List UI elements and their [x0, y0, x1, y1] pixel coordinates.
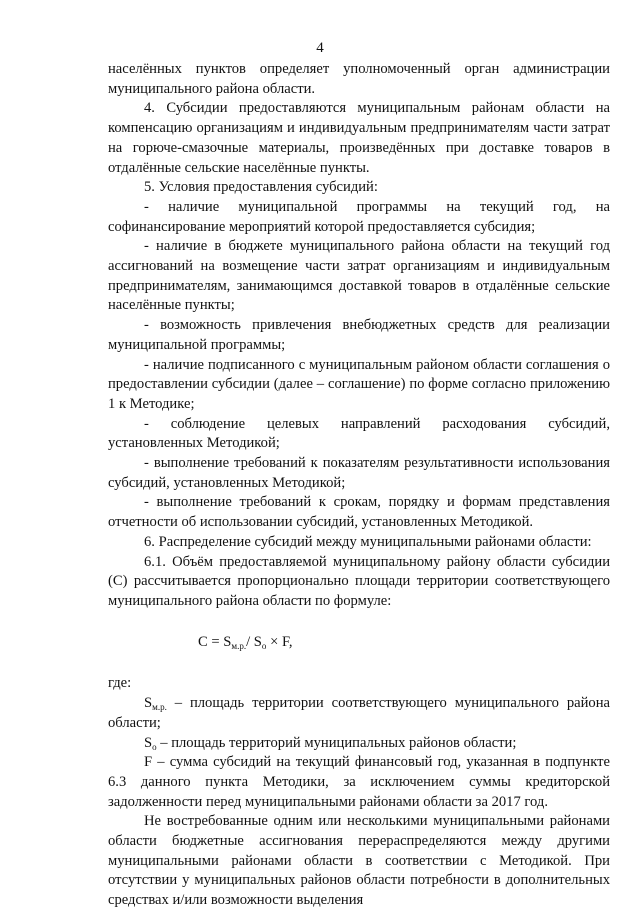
list-item: - выполнение требований к срокам, порядку и формам представления отчетности об использовании субсидий, установленных Методикой. — [108, 494, 610, 531]
definition-sub: о — [152, 741, 157, 752]
definition — [108, 694, 610, 733]
list-item: - наличие муниципальной программы на текущий год, на софинансирование мероприятий которой предоставляется субсидия; — [108, 198, 610, 235]
definition-symbol: S — [144, 695, 153, 712]
definition-text: – площадь территории соответствующего муниципального района области; — [108, 695, 610, 731]
paragraph: Не востребованные одним или несколькими муниципальными районами области бюджетные ассигнования перераспределяются между другими муниципальными районами области в соответствии с Методикой. При отсутствии у муниципальных районов области потребности в дополнительных средствах и/или возможности выделения — [108, 813, 610, 909]
definition — [108, 734, 610, 754]
definition-sub: м.р. — [152, 702, 167, 713]
formula-sub: о — [261, 640, 267, 651]
paragraph: населённых пунктов определяет уполномоченный орган администрации муниципального района области. — [108, 61, 610, 97]
formula-rhs: × F, — [266, 633, 293, 650]
paragraph: 6. Распределение субсидий между муниципальными районами области: — [144, 533, 592, 550]
list-item: - возможность привлечения внебюджетных средств для реализации муниципальной программы; — [108, 317, 610, 353]
formula-sub: м.р. — [231, 640, 247, 651]
paragraph: 5. Условия предоставления субсидий: — [144, 179, 378, 196]
formula-lhs: С = S — [198, 633, 232, 650]
list-item: - соблюдение целевых направлений расходования субсидий, установленных Методикой; — [108, 415, 610, 452]
page-number: 4 — [316, 40, 324, 56]
definition — [108, 753, 610, 812]
formula — [108, 633, 610, 653]
document-body — [108, 60, 610, 911]
list-item: - наличие подписанного с муниципальным районом области соглашения о предоставлении субсидии (далее – соглашение) по форме согласно приложению 1 к Методике; — [108, 356, 610, 412]
definition-symbol: F — [144, 754, 153, 771]
list-item: - выполнение требований к показателям результативности использования субсидий, установленных Методикой; — [108, 455, 610, 491]
definition-symbol: S — [144, 734, 153, 751]
paragraph: 4. Субсидии предоставляются муниципальным районам области на компенсацию организациям и индивидуальным предпринимателям части затрат на горюче-смазочные материалы, произведённых при доставке товаров в отдалённые сельские населённые пункты. — [108, 100, 610, 176]
paragraph: 6.1. Объём предоставляемой муниципальному району области субсидии (С) рассчитывается пропорционально площади территории соответствующего муниципального района области по формуле: — [108, 553, 610, 609]
definition-text: – сумма субсидий на текущий финансовый год, указанная в подпункте 6.3 данного пункта Методики, за исключением суммы кредиторской задолженности перед муниципальными районами области за 2017 год. — [108, 754, 610, 810]
where-label: где: — [108, 675, 132, 692]
list-item: - наличие в бюджете муниципального района области на текущий год ассигнований на возмещение части затрат организациям и индивидуальным предпринимателям, занимающимся доставкой товаров в отдалённые сельские населённые пункты; — [108, 238, 610, 314]
definition-text: – площадь территорий муниципальных районов области; — [156, 734, 517, 751]
formula-mid: / S — [246, 633, 262, 650]
